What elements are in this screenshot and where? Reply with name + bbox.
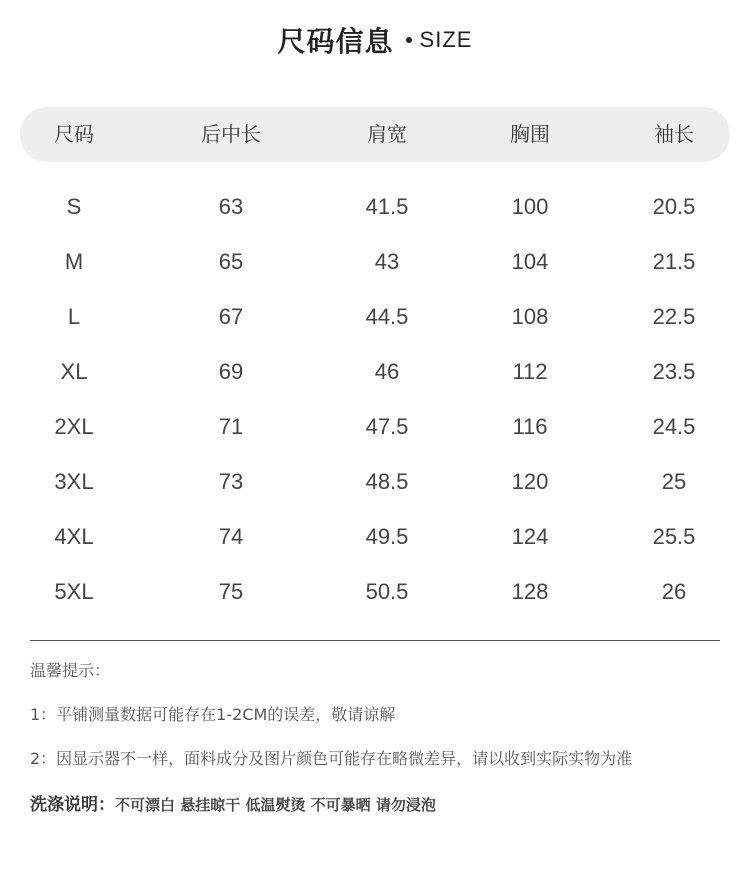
cell-shoulder-width: 44.5 xyxy=(365,304,409,329)
title-dot-separator xyxy=(406,37,412,43)
cell-size: 5XL xyxy=(54,579,94,604)
washing-instructions xyxy=(30,790,730,815)
washing-label: 洗涤说明： xyxy=(30,795,115,815)
header-size: 尺码 xyxy=(54,122,94,146)
table-row xyxy=(20,509,730,564)
cell-chest: 116 xyxy=(512,414,548,439)
cell-back-length: 67 xyxy=(218,304,244,329)
size-table-header xyxy=(20,107,730,162)
cell-size: XL xyxy=(60,359,88,384)
cell-sleeve-length: 23.5 xyxy=(652,359,696,384)
table-row xyxy=(20,454,730,509)
cell-size: 4XL xyxy=(54,524,94,549)
note-item-measurement: 1：平铺测量数据可能存在1-2CM的误差，敬请谅解 xyxy=(30,705,396,724)
cell-back-length: 75 xyxy=(218,579,244,604)
cell-shoulder-width: 43 xyxy=(374,249,400,274)
cell-size: 2XL xyxy=(54,414,94,439)
size-table-body xyxy=(20,179,730,619)
title-english: SIZE xyxy=(419,27,473,52)
cell-shoulder-width: 48.5 xyxy=(365,469,409,494)
table-row xyxy=(20,234,730,289)
cell-sleeve-length: 25 xyxy=(661,469,687,494)
cell-size: 3XL xyxy=(54,469,94,494)
cell-shoulder-width: 47.5 xyxy=(365,414,409,439)
cell-chest: 124 xyxy=(511,524,549,549)
cell-size: L xyxy=(67,304,81,329)
cell-sleeve-length: 22.5 xyxy=(652,304,696,329)
cell-chest: 112 xyxy=(512,359,548,384)
cell-chest: 108 xyxy=(511,304,549,329)
cell-chest: 100 xyxy=(511,194,549,219)
cell-chest: 120 xyxy=(511,469,549,494)
table-row xyxy=(20,344,730,399)
cell-back-length: 63 xyxy=(218,194,244,219)
cell-chest: 128 xyxy=(511,579,549,604)
header-shoulder-width: 肩宽 xyxy=(367,122,407,146)
page-title xyxy=(0,20,750,60)
cell-sleeve-length: 24.5 xyxy=(652,414,696,439)
cell-back-length: 69 xyxy=(218,359,244,384)
header-sleeve-length: 袖长 xyxy=(654,122,694,146)
cell-back-length: 74 xyxy=(218,524,244,549)
cell-shoulder-width: 50.5 xyxy=(365,579,409,604)
cell-back-length: 65 xyxy=(218,249,244,274)
header-back-length: 后中长 xyxy=(201,122,261,146)
note-item-color: 2：因显示器不一样，面料成分及图片颜色可能存在略微差异，请以收到实际实物为准 xyxy=(30,749,633,768)
cell-sleeve-length: 20.5 xyxy=(652,194,696,219)
cell-shoulder-width: 41.5 xyxy=(365,194,409,219)
washing-text: 不可漂白 悬挂晾干 低温熨烫 不可暴晒 请勿浸泡 xyxy=(115,796,436,814)
table-row xyxy=(20,399,730,454)
table-row xyxy=(20,289,730,344)
notes-heading: 温馨提示： xyxy=(30,661,111,680)
cell-back-length: 73 xyxy=(218,469,244,494)
header-chest: 胸围 xyxy=(510,122,550,146)
table-row xyxy=(20,179,730,234)
cell-shoulder-width: 46 xyxy=(374,359,400,384)
cell-size: S xyxy=(66,194,82,219)
cell-chest: 104 xyxy=(511,249,549,274)
title-chinese: 尺码信息 xyxy=(277,25,394,58)
cell-back-length: 71 xyxy=(218,414,244,439)
cell-sleeve-length: 25.5 xyxy=(652,524,696,549)
cell-size: M xyxy=(64,249,84,274)
cell-sleeve-length: 21.5 xyxy=(652,249,696,274)
section-divider xyxy=(30,640,720,641)
table-row xyxy=(20,564,730,619)
cell-sleeve-length: 26 xyxy=(661,579,687,604)
cell-shoulder-width: 49.5 xyxy=(365,524,409,549)
